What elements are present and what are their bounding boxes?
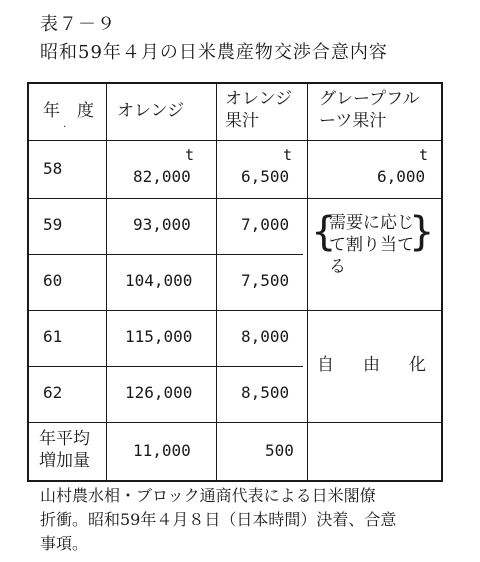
allocation-note-line3: る — [329, 257, 346, 277]
orange-juice-62: 8,500 — [241, 383, 290, 402]
year-62: 62 — [43, 383, 63, 402]
liberalization-char-1: 自 — [317, 355, 334, 375]
orange-juice-60: 7,500 — [241, 271, 290, 290]
header-orange: オレンジ — [117, 101, 185, 121]
header-year: 年 度 — [43, 101, 94, 121]
unit-orange-juice: t — [283, 146, 293, 164]
left-brace-icon: { — [311, 209, 337, 255]
row-divider — [29, 254, 303, 255]
orange-62: 126,000 — [125, 383, 193, 402]
footnote — [40, 484, 460, 556]
avg-label-line1: 年平均 — [39, 429, 90, 449]
orange-juice-59: 7,000 — [241, 215, 290, 234]
table-number: 表７－９ — [40, 14, 116, 35]
orange-juice-58: 6,500 — [241, 167, 290, 186]
liberalization-char-3: 化 — [409, 355, 426, 375]
year-61: 61 — [43, 327, 63, 346]
row-divider — [29, 422, 441, 423]
orange-avg-increase: 11,000 — [133, 441, 191, 460]
header-mark: · — [63, 122, 67, 133]
header-orange-juice-line2: 果汁 — [225, 111, 259, 131]
year-58: 58 — [43, 159, 63, 178]
orange-61: 115,000 — [125, 327, 193, 346]
header-orange-juice-line1: オレンジ — [225, 89, 293, 109]
header-grapefruit-line2: ーツ果汁 — [319, 111, 387, 131]
row-divider — [29, 366, 303, 367]
year-59: 59 — [43, 215, 63, 234]
unit-grapefruit: t — [419, 146, 429, 164]
orange-60: 104,000 — [125, 271, 193, 290]
orange-58: 82,000 — [133, 167, 191, 186]
avg-label-line2: 増加量 — [39, 451, 90, 471]
column-divider — [216, 84, 217, 480]
allocation-note-line2: て割り当て — [329, 235, 414, 255]
agreement-table — [27, 82, 443, 482]
unit-orange: t — [185, 146, 195, 164]
orange-59: 93,000 — [133, 215, 191, 234]
grapefruit-58: 6,000 — [377, 167, 426, 186]
allocation-note-line1: 需要に応じ — [329, 213, 414, 233]
year-60: 60 — [43, 271, 63, 290]
header-grapefruit-line1: グレープフル — [319, 89, 420, 109]
column-divider — [307, 84, 308, 480]
row-divider — [29, 198, 441, 199]
liberalization-char-2: 由 — [363, 355, 380, 375]
footnote-line1: 山村農水相・ブロック通商代表による日米閣僚 — [40, 486, 376, 505]
table-caption: 昭和59年４月の日米農産物交渉合意内容 — [40, 42, 388, 63]
footnote-line3: 事項。 — [40, 534, 89, 553]
orange-juice-61: 8,000 — [241, 327, 290, 346]
orange-juice-avg-increase: 500 — [265, 441, 294, 460]
row-divider — [29, 310, 441, 311]
row-divider — [29, 140, 441, 141]
footnote-line2: 折衝。昭和59年４月８日（日本時間）決着、合意 — [40, 510, 397, 529]
right-brace-icon: } — [409, 209, 435, 255]
column-divider — [106, 84, 107, 480]
